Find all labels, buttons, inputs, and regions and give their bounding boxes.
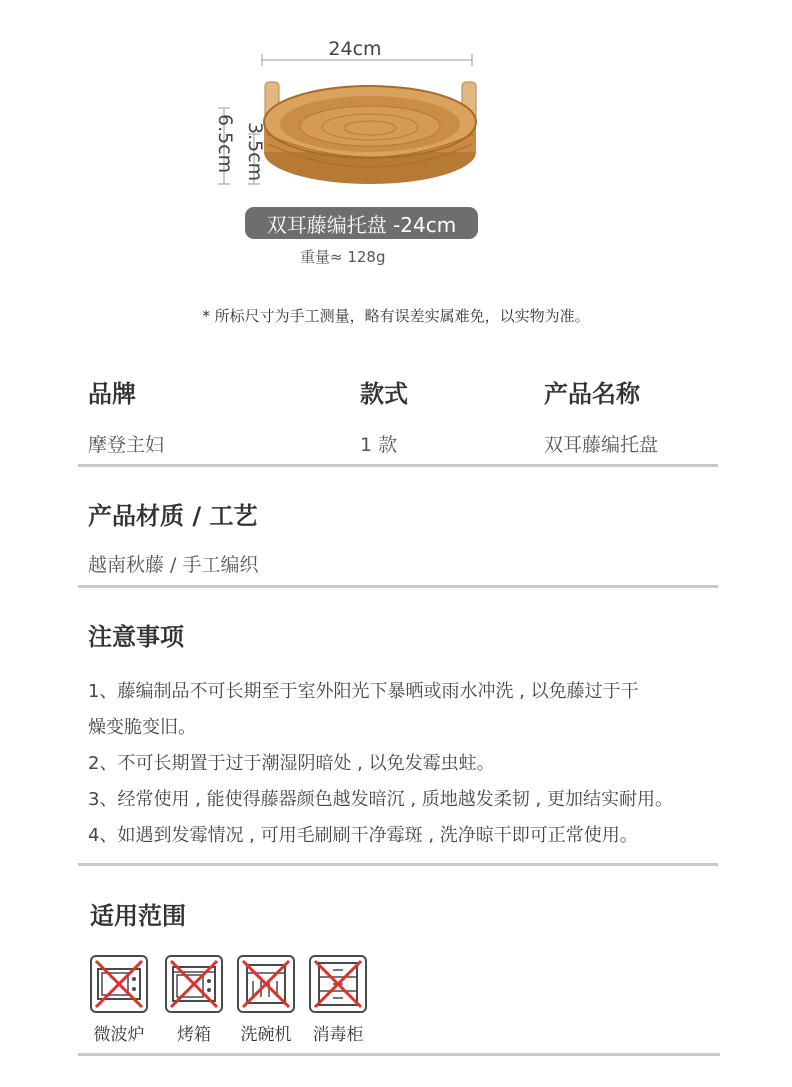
measurement-note: * 所标尺寸为手工测量，略有误差实属难免，以实物为准。 <box>202 307 590 325</box>
height-inner-label: 3.5cm <box>244 122 266 182</box>
dishwasher-icon <box>237 955 295 1013</box>
brand-value: 摩登主妇 <box>88 434 165 456</box>
care-line: 燥变脆变旧。 <box>88 717 196 738</box>
height-inner-dimension <box>242 122 266 192</box>
microwave-label: 微波炉 <box>93 1025 145 1045</box>
oven-icon <box>165 955 223 1013</box>
width-dimension-label: 24cm <box>328 38 382 60</box>
style-header: 款式 <box>360 380 408 408</box>
dishwasher-label: 洗碗机 <box>240 1025 292 1045</box>
section-divider <box>78 863 718 866</box>
height-outer-dimension <box>212 114 236 184</box>
material-title: 产品材质 / 工艺 <box>88 502 258 530</box>
care-title: 注意事项 <box>88 623 184 651</box>
usage-title: 适用范围 <box>90 902 186 930</box>
section-divider <box>78 585 718 588</box>
care-line: 2、不可长期置于过于潮湿阴暗处 , 以免发霉虫蛀。 <box>88 753 495 774</box>
care-line: 1、藤编制品不可长期至于室外阳光下暴晒或雨水冲洗 , 以免藤过于干 <box>88 681 639 702</box>
care-line: 3、经常使用 , 能使得藤器颜色越发暗沉 , 质地越发柔韧 , 更加结实耐用。 <box>88 789 673 810</box>
height-outer-label: 6.5cm <box>214 114 236 174</box>
material-value: 越南秋藤 / 手工编织 <box>88 554 259 576</box>
section-divider <box>78 1053 720 1056</box>
product-name-pill: 双耳藤编托盘 -24cm <box>245 207 478 239</box>
brand-header: 品牌 <box>88 380 136 408</box>
care-line: 4、如遇到发霉情况 , 可用毛刷刷干净霉斑 , 洗净晾干即可正常使用。 <box>88 825 638 846</box>
weight-label: 重量≈ 128g <box>300 248 386 266</box>
section-divider <box>78 464 718 467</box>
product-name-value: 双耳藤编托盘 <box>544 434 659 456</box>
oven-label: 烤箱 <box>177 1025 211 1045</box>
style-value: 1 款 <box>360 434 398 456</box>
product-name-header: 产品名称 <box>544 380 640 408</box>
microwave-icon <box>90 955 148 1013</box>
sterilizer-label: 消毒柜 <box>312 1025 364 1045</box>
sterilizer-icon <box>309 955 367 1013</box>
